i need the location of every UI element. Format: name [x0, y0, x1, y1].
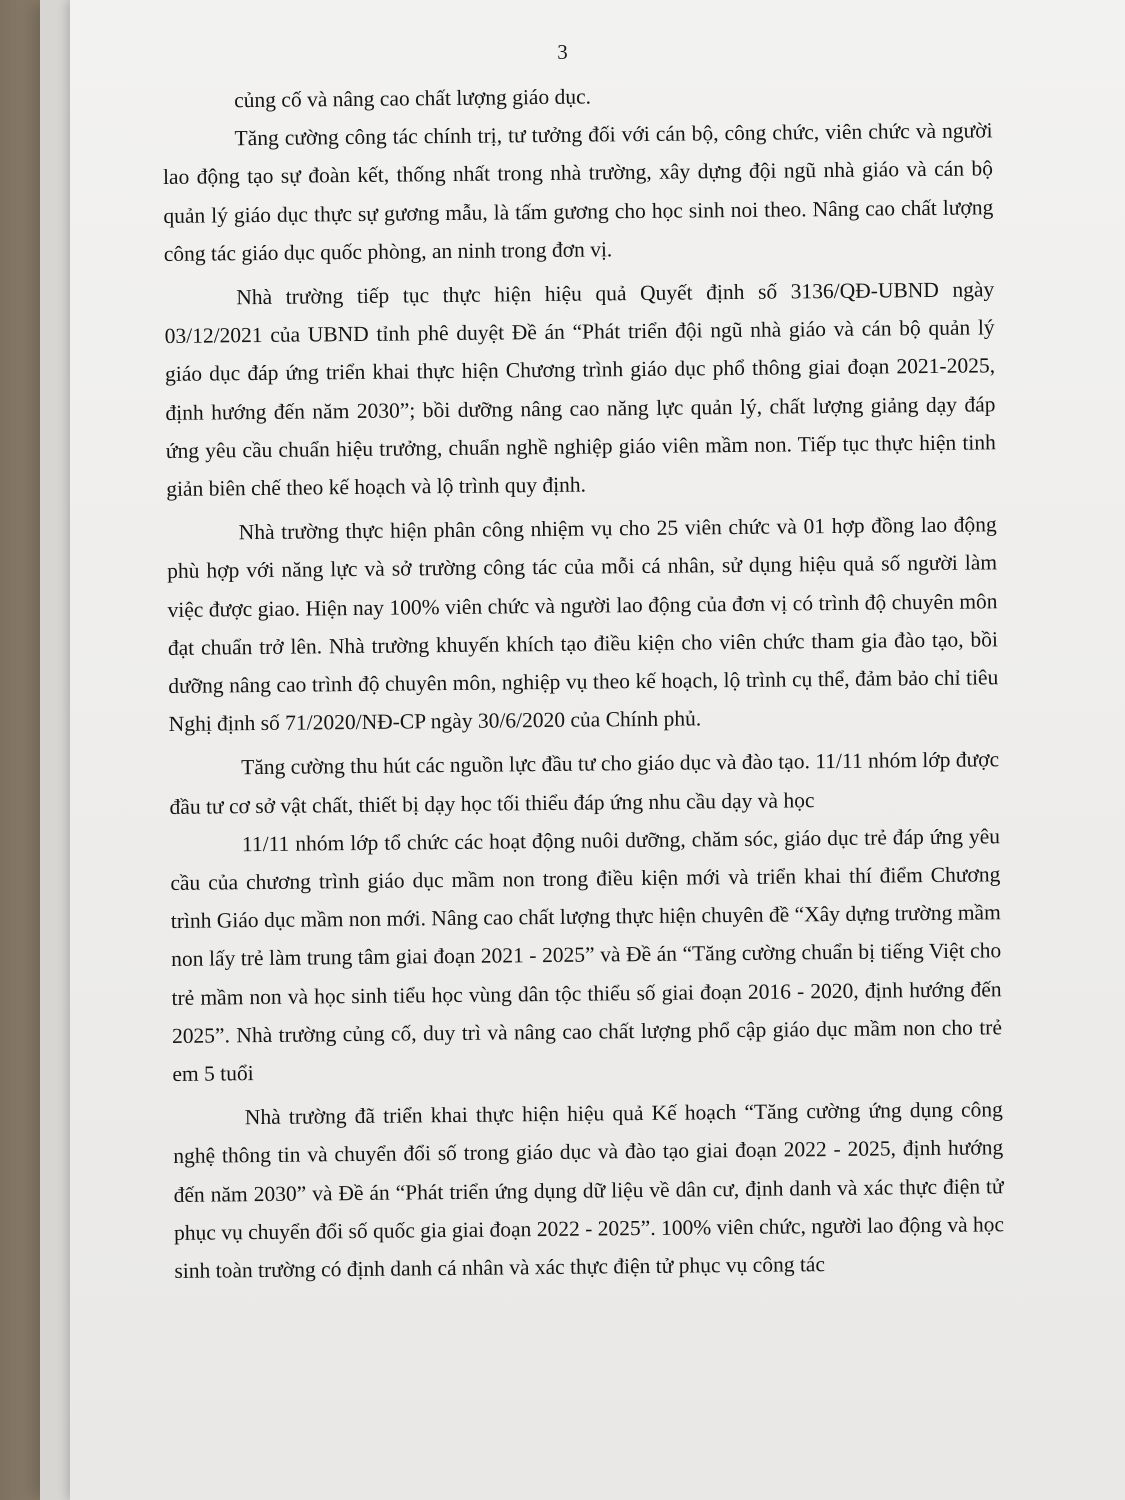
paragraph-3: Nhà trường tiếp tục thực hiện hiệu quả Quyết định số 3136/QĐ-UBND ngày 03/12/2021 của UBND tỉnh phê duyệt Đề án “Phát triển đội ngũ nhà giáo và cán bộ quản lý giáo dục đáp ứng triển khai thực hiện Chương trình giáo dục phổ thông giai đoạn 2021-2025, định hướng đến năm 2030”; bồi dưỡng nâng cao năng lực quản lý, chất lượng giảng dạy đáp ứng yêu cầu chuẩn hiệu trưởng, chuẩn nghề nghiệp giáo viên mầm non. Tiếp tục thực hiện tinh giản biên chế theo kế hoạch và lộ trình quy định.: [164, 277, 996, 502]
paragraph-5: Tăng cường thu hút các nguồn lực đầu tư cho giáo dục và đào tạo. 11/11 nhóm lớp được đầu tư cơ sở vật chất, thiết bị dạy học tối thiểu đáp ứng nhu cầu dạy và học: [169, 747, 1000, 819]
paragraph-6: 11/11 nhóm lớp tổ chức các hoạt động nuôi dưỡng, chăm sóc, giáo dục trẻ đáp ứng yêu cầu của chương trình giáo dục mầm non trong điều kiện mới và triển khai thí điểm Chương trình Giáo dục mầm non mới. Nâng cao chất lượng thực hiện chuyên đề “Xây dựng trường mầm non lấy trẻ làm trung tâm giai đoạn 2021 - 2025” và Đề án “Tăng cường chuẩn bị tiếng Việt cho trẻ mầm non và học sinh tiểu học vùng dân tộc thiểu số giai đoạn 2016 - 2020, định hướng đến 2025”. Nhà trường củng cố, duy trì và nâng cao chất lượng phổ cập giáo dục mầm non cho trẻ em 5 tuổi: [170, 824, 1003, 1087]
document-page: [70, 0, 1125, 1500]
paragraph-1: củng cố và nâng cao chất lượng giáo dục.: [234, 84, 592, 113]
paragraph-2: Tăng cường công tác chính trị, tư tưởng đối với cán bộ, công chức, viên chức và người lao động tạo sự đoàn kết, thống nhất trong nhà trường, xây dựng đội ngũ nhà giáo và cán bộ quản lý giáo dục thực sự gương mẫu, là tấm gương cho học sinh noi theo. Nâng cao chất lượng công tác giáo dục quốc phòng, an ninh trong đơn vị.: [162, 118, 994, 266]
document-body: [162, 73, 1005, 1290]
paragraph-4: Nhà trường thực hiện phân công nhiệm vụ cho 25 viên chức và 01 hợp đồng lao động phù hợp với năng lực và sở trường công tác của mỗi cá nhân, sử dụng hiệu quả số người làm việc được giao. Hiện nay 100% viên chức và người lao động của đơn vị có trình độ chuyên môn đạt chuẩn trở lên. Nhà trường khuyến khích tạo điều kiện cho viên chức tham gia đào tạo, bồi dưỡng nâng cao trình độ chuyên môn, nghiệp vụ theo kế hoạch, lộ trình cụ thể, đảm bảo chỉ tiêu Nghị định số 71/2020/NĐ-CP ngày 30/6/2020 của Chính phủ.: [166, 512, 999, 737]
paragraph-7: Nhà trường đã triển khai thực hiện hiệu quả Kế hoạch “Tăng cường ứng dụng công nghệ thông tin và chuyển đổi số trong giáo dục và đào tạo giai đoạn 2022 - 2025, định hướng đến năm 2030” và Đề án “Phát triển ứng dụng dữ liệu về dân cư, định danh và xác thực điện tử phục vụ chuyển đổi số quốc gia giai đoạn 2022 - 2025”. 100% viên chức, người lao động và học sinh toàn trường có định danh cá nhân và xác thực điện tử phục vụ công tác: [173, 1097, 1005, 1284]
page-number: 3: [557, 40, 568, 64]
